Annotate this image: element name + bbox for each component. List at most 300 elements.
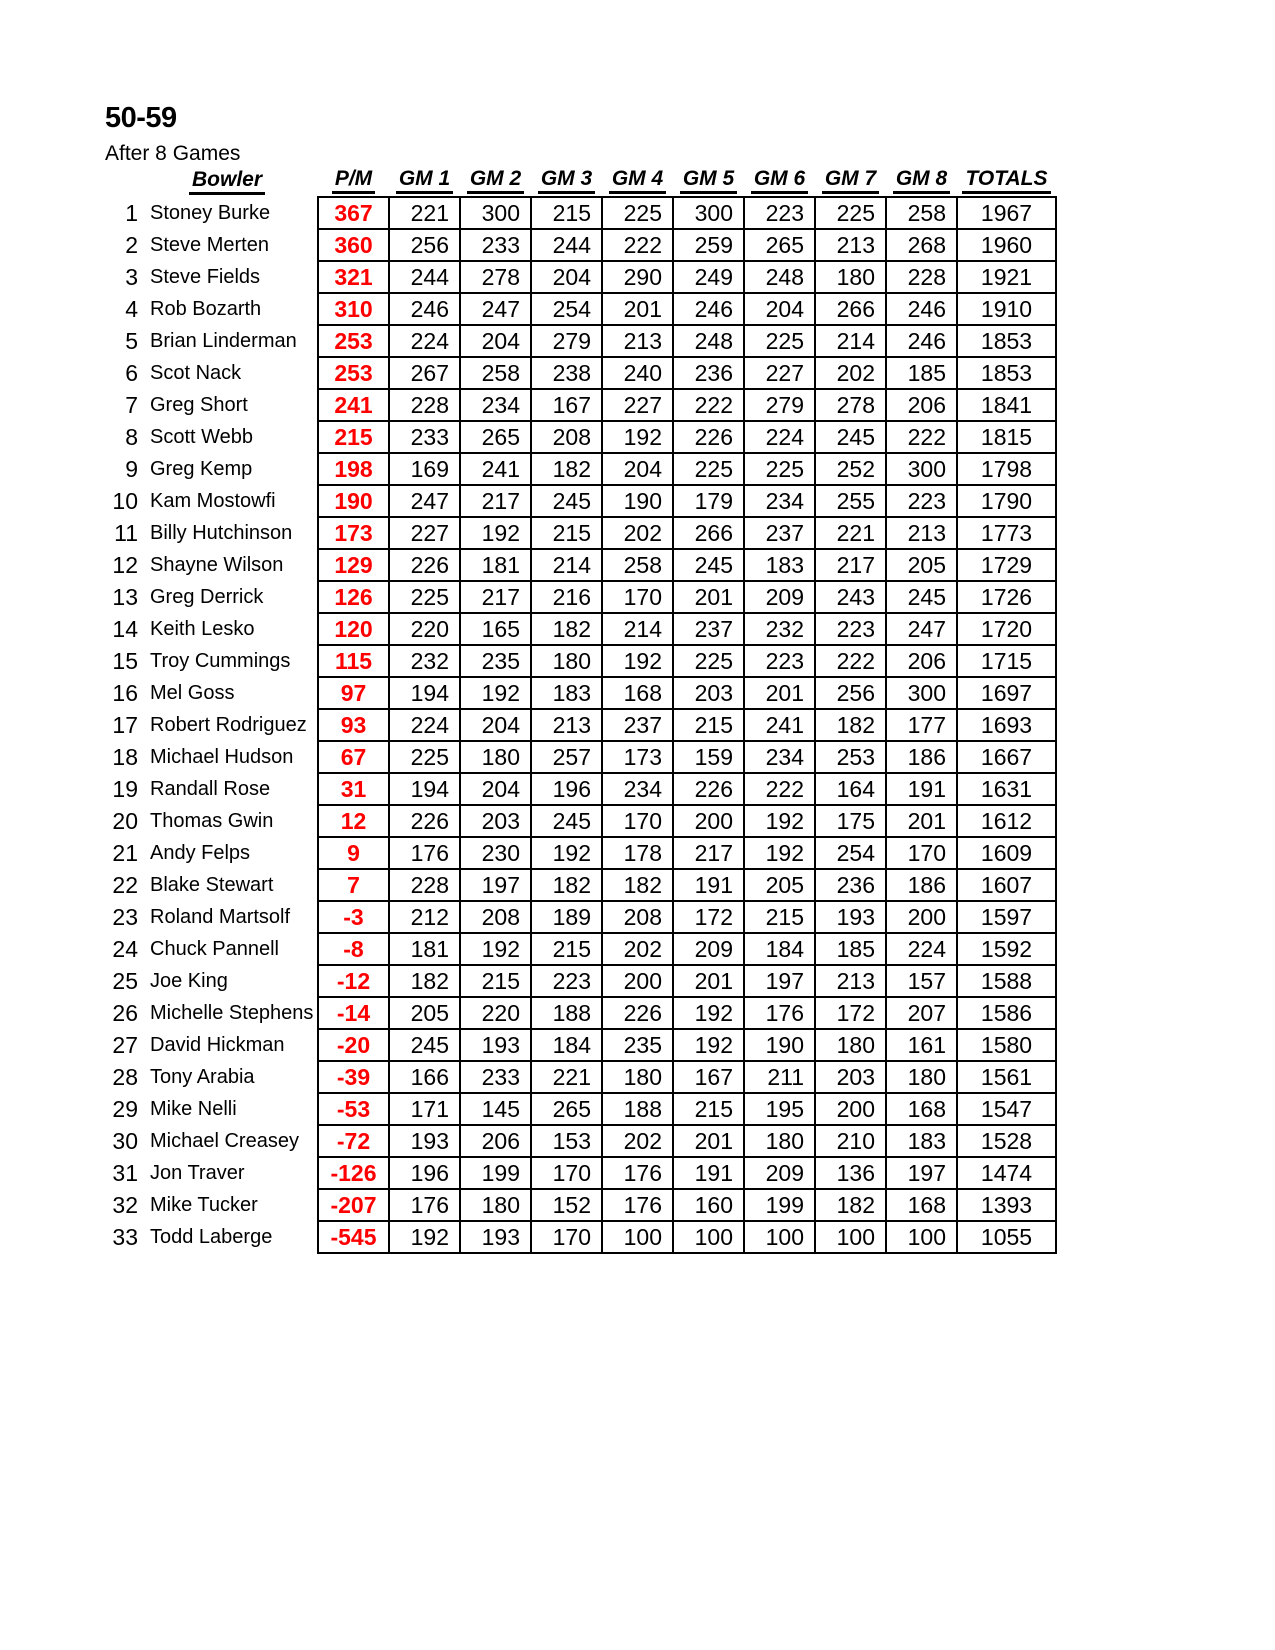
row-game-5-score: 172 [673, 901, 744, 933]
row-game-8-score: 201 [886, 805, 957, 837]
table-row [105, 261, 1056, 293]
column-header-rank [105, 166, 147, 197]
row-game-8-score: 157 [886, 965, 957, 997]
row-game-7-score: 223 [815, 613, 886, 645]
row-rank: 20 [112, 807, 138, 834]
row-total: 1729 [957, 549, 1056, 581]
row-rank: 26 [112, 999, 138, 1026]
row-game-6-score: 209 [744, 581, 815, 613]
row-game-2-score: 278 [460, 261, 531, 293]
row-game-8-score: 197 [886, 1157, 957, 1189]
row-game-6-score: 192 [744, 837, 815, 869]
row-total: 1715 [957, 645, 1056, 677]
row-game-2-score: 180 [460, 741, 531, 773]
row-pin-margin: 198 [318, 453, 389, 485]
row-game-7-score: 175 [815, 805, 886, 837]
row-game-1-score: 205 [389, 997, 460, 1029]
row-game-1-score: 176 [389, 1189, 460, 1221]
row-game-2-score: 204 [460, 773, 531, 805]
row-game-8-score: 268 [886, 229, 957, 261]
row-pin-margin: -8 [318, 933, 389, 965]
row-game-5-score: 203 [673, 677, 744, 709]
row-total: 1580 [957, 1029, 1056, 1061]
row-pin-margin: 173 [318, 517, 389, 549]
row-total: 1631 [957, 773, 1056, 805]
row-game-4-score: 170 [602, 805, 673, 837]
row-game-2-score: 241 [460, 453, 531, 485]
row-bowler-name: Steve Fields [150, 266, 261, 288]
row-game-8-score: 177 [886, 709, 957, 741]
row-game-7-score: 164 [815, 773, 886, 805]
row-game-8-score: 185 [886, 357, 957, 389]
row-bowler-name: Mel Goss [150, 682, 235, 704]
row-game-5-score: 209 [673, 933, 744, 965]
row-game-7-score: 193 [815, 901, 886, 933]
row-bowler-name: Troy Cummings [150, 650, 291, 672]
row-game-6-score: 225 [744, 325, 815, 357]
row-game-4-score: 201 [602, 293, 673, 325]
row-pin-margin: -20 [318, 1029, 389, 1061]
row-game-3-score: 213 [531, 709, 602, 741]
row-rank: 33 [112, 1223, 138, 1250]
row-rank: 29 [112, 1095, 138, 1122]
row-game-5-score: 159 [673, 741, 744, 773]
row-bowler-name: Scot Nack [150, 362, 242, 384]
table-row [105, 517, 1056, 549]
row-game-7-score: 136 [815, 1157, 886, 1189]
table-row [105, 485, 1056, 517]
row-game-8-score: 191 [886, 773, 957, 805]
row-game-2-score: 206 [460, 1125, 531, 1157]
row-bowler-name: Shayne Wilson [150, 554, 284, 576]
row-game-8-score: 246 [886, 293, 957, 325]
row-total: 1561 [957, 1061, 1056, 1093]
row-rank: 2 [125, 231, 138, 258]
row-game-7-score: 202 [815, 357, 886, 389]
row-game-2-score: 220 [460, 997, 531, 1029]
row-bowler-name: Andy Felps [150, 842, 251, 864]
row-total: 1726 [957, 581, 1056, 613]
row-game-4-score: 176 [602, 1189, 673, 1221]
column-header-pm: P/M [318, 166, 389, 197]
table-row [105, 1029, 1056, 1061]
row-game-1-score: 256 [389, 229, 460, 261]
row-game-2-score: 192 [460, 517, 531, 549]
column-header-gm1: GM 1 [389, 166, 460, 197]
row-game-2-score: 215 [460, 965, 531, 997]
table-row [105, 677, 1056, 709]
row-bowler-name: Jon Traver [150, 1162, 245, 1184]
row-game-5-score: 201 [673, 1125, 744, 1157]
row-total: 1586 [957, 997, 1056, 1029]
row-game-8-score: 300 [886, 677, 957, 709]
row-game-6-score: 225 [744, 453, 815, 485]
row-game-6-score: 234 [744, 741, 815, 773]
row-game-6-score: 224 [744, 421, 815, 453]
row-pin-margin: 321 [318, 261, 389, 293]
row-game-6-score: 237 [744, 517, 815, 549]
row-game-7-score: 185 [815, 933, 886, 965]
row-bowler-name: Joe King [150, 970, 228, 992]
row-bowler-name: Keith Lesko [150, 618, 255, 640]
table-row [105, 549, 1056, 581]
row-game-5-score: 225 [673, 453, 744, 485]
row-game-8-score: 170 [886, 837, 957, 869]
row-pin-margin: 31 [318, 773, 389, 805]
row-game-3-score: 180 [531, 645, 602, 677]
row-game-3-score: 188 [531, 997, 602, 1029]
table-row [105, 1189, 1056, 1221]
row-game-1-score: 246 [389, 293, 460, 325]
scores-table-wrapper [105, 166, 1048, 1254]
row-game-2-score: 208 [460, 901, 531, 933]
column-header-gm2: GM 2 [460, 166, 531, 197]
row-pin-margin: 253 [318, 325, 389, 357]
row-rank: 4 [125, 295, 138, 322]
row-game-6-score: 265 [744, 229, 815, 261]
row-total: 1967 [957, 197, 1056, 229]
row-game-2-score: 181 [460, 549, 531, 581]
page-title: 50-59 [105, 102, 177, 134]
row-game-1-score: 267 [389, 357, 460, 389]
row-rank: 10 [112, 487, 138, 514]
row-game-1-score: 176 [389, 837, 460, 869]
row-bowler-name: Thomas Gwin [150, 810, 274, 832]
row-game-7-score: 243 [815, 581, 886, 613]
table-row [105, 773, 1056, 805]
row-game-3-score: 238 [531, 357, 602, 389]
row-game-4-score: 202 [602, 933, 673, 965]
row-game-3-score: 170 [531, 1221, 602, 1253]
row-game-7-score: 221 [815, 517, 886, 549]
row-game-2-score: 217 [460, 581, 531, 613]
page-subtitle: After 8 Games [105, 142, 241, 165]
row-game-8-score: 206 [886, 389, 957, 421]
row-bowler-name: David Hickman [150, 1034, 285, 1056]
table-row [105, 229, 1056, 261]
row-game-8-score: 206 [886, 645, 957, 677]
row-game-4-score: 202 [602, 517, 673, 549]
row-total: 1547 [957, 1093, 1056, 1125]
row-game-3-score: 254 [531, 293, 602, 325]
row-game-1-score: 228 [389, 389, 460, 421]
row-game-5-score: 215 [673, 709, 744, 741]
row-game-6-score: 211 [744, 1061, 815, 1093]
row-pin-margin: 12 [318, 805, 389, 837]
row-game-1-score: 169 [389, 453, 460, 485]
row-game-7-score: 172 [815, 997, 886, 1029]
row-game-3-score: 265 [531, 1093, 602, 1125]
row-game-5-score: 245 [673, 549, 744, 581]
row-game-4-score: 214 [602, 613, 673, 645]
row-game-5-score: 201 [673, 581, 744, 613]
table-row [105, 709, 1056, 741]
row-rank: 11 [114, 519, 138, 546]
row-game-7-score: 253 [815, 741, 886, 773]
row-game-3-score: 215 [531, 517, 602, 549]
row-bowler-name: Tony Arabia [150, 1066, 255, 1088]
row-rank: 13 [112, 583, 138, 610]
row-game-6-score: 241 [744, 709, 815, 741]
row-rank: 12 [112, 551, 138, 578]
row-game-3-score: 170 [531, 1157, 602, 1189]
row-game-7-score: 214 [815, 325, 886, 357]
row-bowler-name: Stoney Burke [150, 202, 271, 224]
row-game-6-score: 100 [744, 1221, 815, 1253]
row-game-7-score: 200 [815, 1093, 886, 1125]
row-bowler-name: Scott Webb [150, 426, 254, 448]
row-game-5-score: 249 [673, 261, 744, 293]
row-game-8-score: 258 [886, 197, 957, 229]
row-game-5-score: 200 [673, 805, 744, 837]
row-game-2-score: 193 [460, 1221, 531, 1253]
row-game-7-score: 213 [815, 965, 886, 997]
row-game-8-score: 180 [886, 1061, 957, 1093]
row-game-2-score: 217 [460, 485, 531, 517]
header-row [105, 166, 1056, 197]
row-rank: 5 [125, 327, 138, 354]
row-total: 1055 [957, 1221, 1056, 1253]
column-header-gm8: GM 8 [886, 166, 957, 197]
row-game-5-score: 236 [673, 357, 744, 389]
row-game-3-score: 192 [531, 837, 602, 869]
row-game-5-score: 225 [673, 645, 744, 677]
row-rank: 31 [112, 1159, 138, 1186]
row-game-1-score: 181 [389, 933, 460, 965]
row-game-5-score: 259 [673, 229, 744, 261]
row-game-1-score: 224 [389, 325, 460, 357]
row-game-3-score: 216 [531, 581, 602, 613]
table-row [105, 933, 1056, 965]
row-bowler-name: Kam Mostowfi [150, 490, 276, 512]
row-game-4-score: 202 [602, 1125, 673, 1157]
row-game-2-score: 204 [460, 709, 531, 741]
row-pin-margin: -207 [318, 1189, 389, 1221]
row-pin-margin: 310 [318, 293, 389, 325]
row-game-2-score: 233 [460, 229, 531, 261]
row-rank: 6 [125, 359, 138, 386]
row-game-4-score: 182 [602, 869, 673, 901]
row-bowler-name: Chuck Pannell [150, 938, 279, 960]
row-total: 1588 [957, 965, 1056, 997]
table-row [105, 293, 1056, 325]
row-game-1-score: 194 [389, 677, 460, 709]
row-game-5-score: 226 [673, 421, 744, 453]
row-game-5-score: 300 [673, 197, 744, 229]
table-row [105, 645, 1056, 677]
table-row [105, 965, 1056, 997]
row-bowler-name: Randall Rose [150, 778, 271, 800]
row-pin-margin: 126 [318, 581, 389, 613]
row-game-6-score: 232 [744, 613, 815, 645]
row-game-5-score: 160 [673, 1189, 744, 1221]
row-bowler-name: Billy Hutchinson [150, 522, 293, 544]
row-game-2-score: 192 [460, 933, 531, 965]
row-game-2-score: 199 [460, 1157, 531, 1189]
row-game-3-score: 221 [531, 1061, 602, 1093]
row-total: 1910 [957, 293, 1056, 325]
row-total: 1697 [957, 677, 1056, 709]
row-game-3-score: 215 [531, 197, 602, 229]
row-game-7-score: 182 [815, 1189, 886, 1221]
row-game-7-score: 217 [815, 549, 886, 581]
row-game-3-score: 184 [531, 1029, 602, 1061]
row-rank: 21 [112, 839, 138, 866]
row-game-2-score: 165 [460, 613, 531, 645]
row-bowler-name: Rob Bozarth [150, 298, 262, 320]
row-game-6-score: 197 [744, 965, 815, 997]
row-pin-margin: 67 [318, 741, 389, 773]
row-pin-margin: 97 [318, 677, 389, 709]
row-game-5-score: 191 [673, 1157, 744, 1189]
row-game-6-score: 223 [744, 197, 815, 229]
row-game-4-score: 240 [602, 357, 673, 389]
row-game-8-score: 200 [886, 901, 957, 933]
row-game-1-score: 171 [389, 1093, 460, 1125]
table-row [105, 613, 1056, 645]
row-bowler-name: Robert Rodriguez [150, 714, 307, 736]
row-rank: 14 [112, 615, 138, 642]
row-game-8-score: 300 [886, 453, 957, 485]
row-game-4-score: 237 [602, 709, 673, 741]
row-game-6-score: 190 [744, 1029, 815, 1061]
row-game-4-score: 290 [602, 261, 673, 293]
row-game-2-score: 193 [460, 1029, 531, 1061]
row-game-6-score: 183 [744, 549, 815, 581]
row-game-8-score: 100 [886, 1221, 957, 1253]
row-game-6-score: 234 [744, 485, 815, 517]
row-game-2-score: 145 [460, 1093, 531, 1125]
row-game-7-score: 210 [815, 1125, 886, 1157]
row-game-2-score: 192 [460, 677, 531, 709]
row-game-4-score: 192 [602, 645, 673, 677]
row-game-6-score: 248 [744, 261, 815, 293]
row-pin-margin: 129 [318, 549, 389, 581]
row-pin-margin: 253 [318, 357, 389, 389]
row-bowler-name: Todd Laberge [150, 1226, 273, 1248]
row-game-1-score: 192 [389, 1221, 460, 1253]
row-game-5-score: 217 [673, 837, 744, 869]
row-game-2-score: 180 [460, 1189, 531, 1221]
row-pin-margin: 215 [318, 421, 389, 453]
table-row [105, 389, 1056, 421]
row-rank: 23 [112, 903, 138, 930]
row-game-1-score: 212 [389, 901, 460, 933]
row-game-5-score: 266 [673, 517, 744, 549]
row-game-8-score: 222 [886, 421, 957, 453]
row-rank: 8 [125, 423, 138, 450]
row-game-3-score: 182 [531, 613, 602, 645]
row-game-8-score: 186 [886, 869, 957, 901]
row-pin-margin: 190 [318, 485, 389, 517]
row-game-5-score: 215 [673, 1093, 744, 1125]
row-game-1-score: 225 [389, 741, 460, 773]
row-game-5-score: 201 [673, 965, 744, 997]
row-game-4-score: 213 [602, 325, 673, 357]
row-bowler-name: Greg Kemp [150, 458, 253, 480]
row-rank: 22 [112, 871, 138, 898]
row-rank: 17 [112, 711, 138, 738]
row-game-5-score: 248 [673, 325, 744, 357]
row-game-1-score: 166 [389, 1061, 460, 1093]
row-game-4-score: 258 [602, 549, 673, 581]
row-game-8-score: 213 [886, 517, 957, 549]
row-game-1-score: 194 [389, 773, 460, 805]
row-game-7-score: 213 [815, 229, 886, 261]
row-rank: 24 [112, 935, 138, 962]
row-game-7-score: 256 [815, 677, 886, 709]
table-row [105, 197, 1056, 229]
row-game-1-score: 227 [389, 517, 460, 549]
row-game-4-score: 204 [602, 453, 673, 485]
row-pin-margin: 367 [318, 197, 389, 229]
row-total: 1609 [957, 837, 1056, 869]
row-game-3-score: 215 [531, 933, 602, 965]
table-row [105, 1125, 1056, 1157]
row-rank: 28 [112, 1063, 138, 1090]
row-game-2-score: 234 [460, 389, 531, 421]
row-game-4-score: 192 [602, 421, 673, 453]
row-game-8-score: 183 [886, 1125, 957, 1157]
row-game-7-score: 225 [815, 197, 886, 229]
row-total: 1612 [957, 805, 1056, 837]
row-total: 1853 [957, 325, 1056, 357]
row-game-3-score: 182 [531, 869, 602, 901]
row-game-3-score: 245 [531, 805, 602, 837]
row-rank: 7 [125, 391, 138, 418]
row-game-8-score: 245 [886, 581, 957, 613]
column-header-gm7: GM 7 [815, 166, 886, 197]
row-rank: 30 [112, 1127, 138, 1154]
row-game-3-score: 204 [531, 261, 602, 293]
row-game-3-score: 208 [531, 421, 602, 453]
row-game-4-score: 188 [602, 1093, 673, 1125]
row-game-8-score: 205 [886, 549, 957, 581]
row-game-1-score: 196 [389, 1157, 460, 1189]
row-bowler-name: Steve Merten [150, 234, 269, 256]
row-total: 1853 [957, 357, 1056, 389]
table-row [105, 741, 1056, 773]
row-game-2-score: 300 [460, 197, 531, 229]
row-game-5-score: 222 [673, 389, 744, 421]
row-game-4-score: 208 [602, 901, 673, 933]
table-head [105, 166, 1056, 197]
row-game-6-score: 205 [744, 869, 815, 901]
row-total: 1667 [957, 741, 1056, 773]
row-total: 1720 [957, 613, 1056, 645]
row-rank: 16 [112, 679, 138, 706]
row-game-6-score: 195 [744, 1093, 815, 1125]
table-row [105, 997, 1056, 1029]
row-pin-margin: 360 [318, 229, 389, 261]
row-total: 1790 [957, 485, 1056, 517]
row-pin-margin: -12 [318, 965, 389, 997]
row-game-1-score: 225 [389, 581, 460, 613]
row-game-2-score: 247 [460, 293, 531, 325]
row-game-2-score: 203 [460, 805, 531, 837]
table-row [105, 1093, 1056, 1125]
table-row [105, 901, 1056, 933]
row-game-7-score: 255 [815, 485, 886, 517]
row-game-8-score: 224 [886, 933, 957, 965]
row-game-6-score: 201 [744, 677, 815, 709]
row-total: 1798 [957, 453, 1056, 485]
row-game-7-score: 203 [815, 1061, 886, 1093]
row-total: 1528 [957, 1125, 1056, 1157]
row-pin-margin: 7 [318, 869, 389, 901]
row-game-8-score: 168 [886, 1189, 957, 1221]
row-game-6-score: 279 [744, 389, 815, 421]
